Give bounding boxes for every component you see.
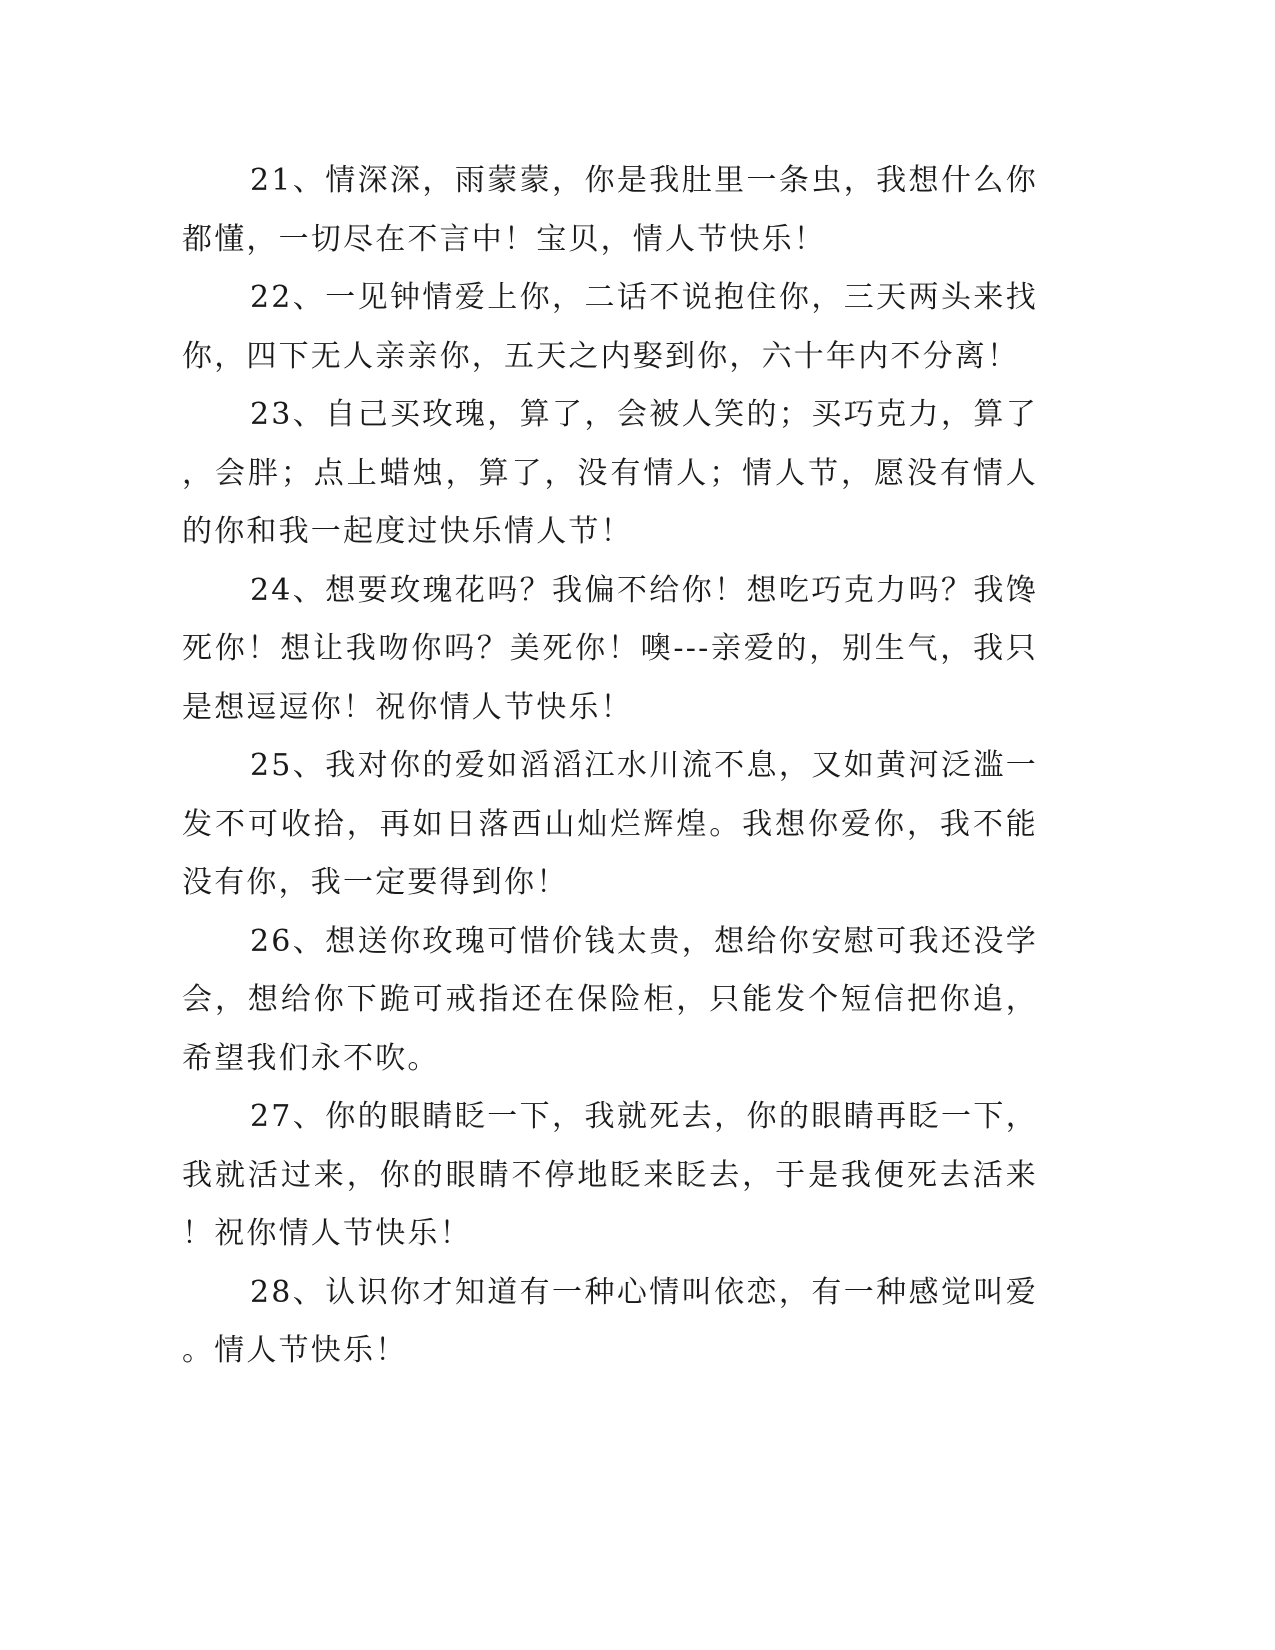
paragraph-28: 28、认识你才知道有一种心情叫依恋，有一种感觉叫爱。情人节快乐！ [182,1274,1038,1368]
paragraph-21: 21、情深深，雨蒙蒙，你是我肚里一条虫，我想什么你都懂，一切尽在不言中！宝贝，情人节快乐！ [182,163,1038,257]
document-body [182,152,1038,1381]
paragraph-27: 27、你的眼睛眨一下，我就死去，你的眼睛再眨一下，我就活过来，你的眼睛不停地眨来眨去，于是我便死去活来！祝你情人节快乐！ [182,1099,1038,1251]
paragraph-24: 24、想要玫瑰花吗？我偏不给你！想吃巧克力吗？我馋死你！想让我吻你吗？美死你！噢---亲爱的，别生气，我只是想逗逗你！祝你情人节快乐！ [182,572,1038,725]
paragraph-25: 25、我对你的爱如滔滔江水川流不息，又如黄河泛滥一发不可收拾，再如日落西山灿烂辉煌。我想你爱你，我不能没有你，我一定要得到你！ [182,748,1038,900]
paragraph-23: 23、自己买玫瑰，算了，会被人笑的；买巧克力，算了，会胖；点上蜡烛，算了，没有情人；情人节，愿没有情人的你和我一起度过快乐情人节！ [182,397,1038,549]
paragraph-26: 26、想送你玫瑰可惜价钱太贵，想给你安慰可我还没学会，想给你下跪可戒指还在保险柜，只能发个短信把你追，希望我们永不吹。 [182,923,1038,1076]
paragraph-22: 22、一见钟情爱上你，二话不说抱住你，三天两头来找你，四下无人亲亲你，五天之内娶到你，六十年内不分离！ [182,280,1038,374]
